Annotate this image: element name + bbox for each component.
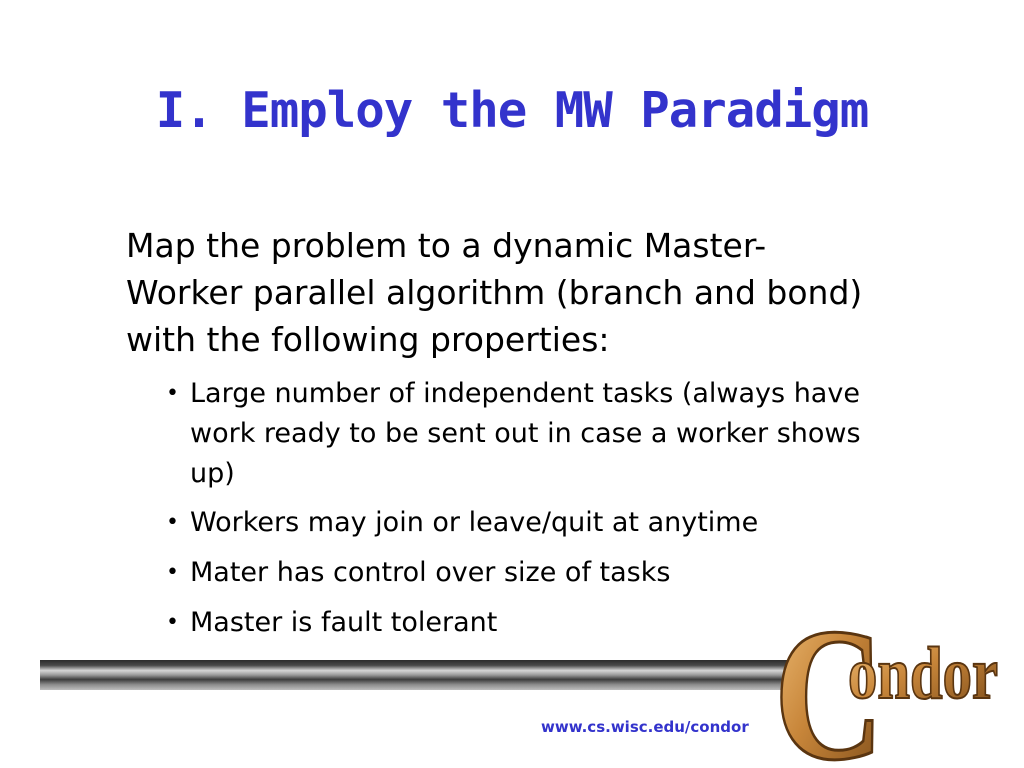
bullet-item (166, 374, 896, 494)
bullet-dot-icon: • (166, 381, 179, 406)
bullet-text: Master is fault tolerant (190, 607, 498, 638)
bullet-dot-icon: • (166, 610, 179, 635)
bullet-item (166, 502, 896, 544)
bullet-text: Workers may join or leave/quit at anytime (190, 507, 759, 538)
bullet-item (166, 552, 896, 594)
bullet-text: Mater has control over size of tasks (190, 557, 671, 588)
bullet-dot-icon: • (166, 560, 179, 585)
logo-rest: ondor (848, 633, 998, 715)
bullet-text: Large number of independent tasks (always have work ready to be sent out in case a worker shows up) (190, 378, 861, 489)
lead-paragraph: Map the problem to a dynamic Master-Worker parallel algorithm (branch and bond) with the following properties: (126, 226, 863, 359)
footer-url-link[interactable]: www.cs.wisc.edu/condor (541, 718, 749, 736)
slide-title: I. Employ the MW Paradigm (155, 82, 869, 139)
logo-big-letter: C (774, 598, 884, 766)
bullet-dot-icon: • (166, 510, 179, 535)
footer-divider-bar (40, 660, 802, 690)
condor-logo (770, 598, 1010, 766)
